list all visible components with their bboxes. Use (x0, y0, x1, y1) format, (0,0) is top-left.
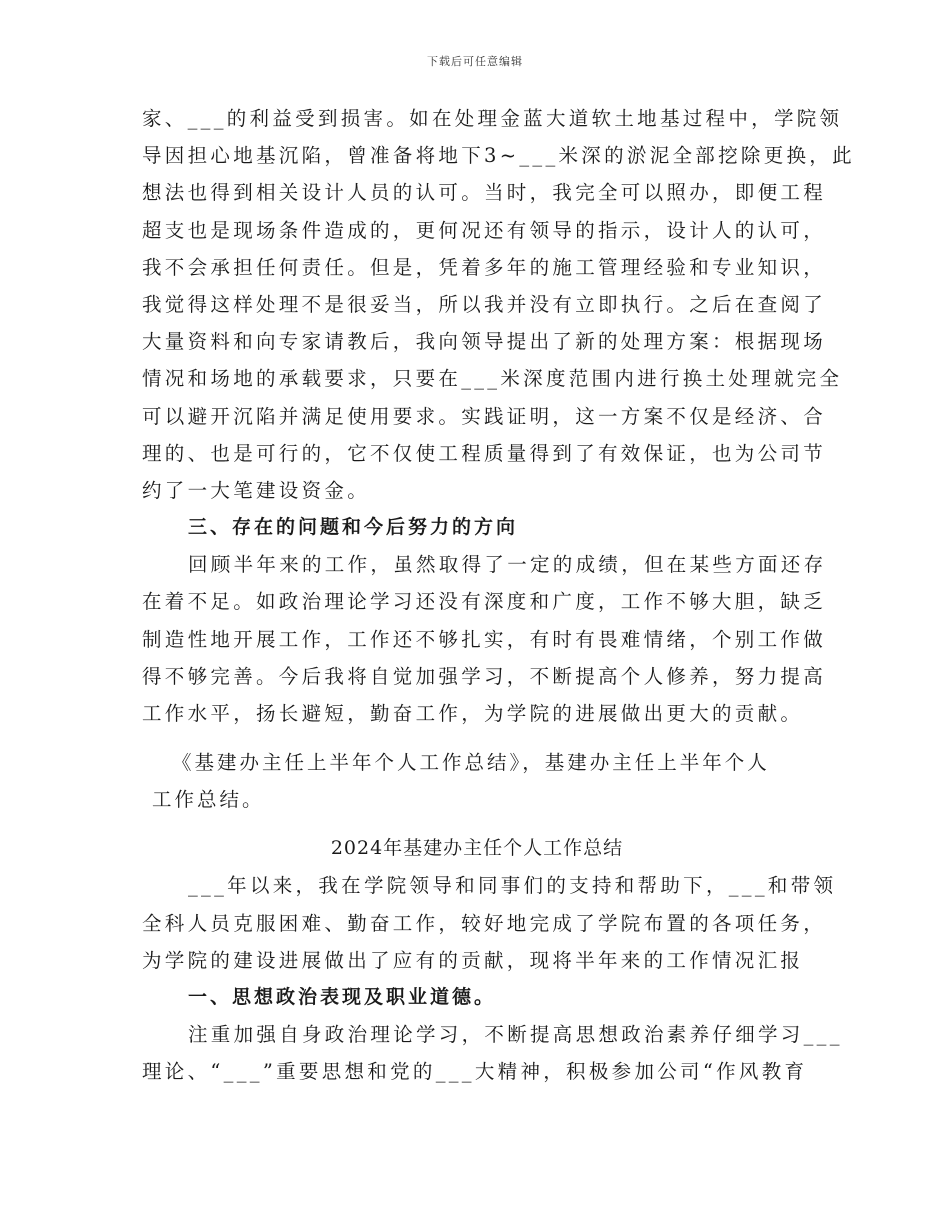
paragraph-line: 约了一大笔建设资金。 (142, 478, 371, 502)
paragraph-line: 理的、也是可行的，它不仅使工程质量得到了有效保证，也为公司节 (142, 441, 827, 465)
document-title: 2024年基建办主任个人工作总结 (330, 837, 624, 860)
paragraph-line: 得不够完善。今后我将自觉加强学习，不断提高个人修养，努力提高 (142, 664, 827, 688)
paragraph-line: 想法也得到相关设计人员的认可。当时，我完全可以照办，即便工程 (142, 181, 827, 205)
intro-paragraph (142, 867, 837, 979)
paragraph-line: ___年以来，我在学院领导和同事们的支持和帮助下，___和带领 (188, 874, 837, 898)
note-line: 《基建办主任上半年个人工作总结》，基建办主任上半年个人 (172, 751, 770, 775)
summary-note (142, 744, 812, 818)
document-page (142, 100, 855, 1091)
header-note: 下载后可任意编辑 (427, 55, 523, 68)
section-heading-problems: 三、存在的问题和今后努力的方向 (188, 516, 519, 539)
section-heading-ideology: 一、思想政治表现及职业道德。 (188, 985, 497, 1008)
paragraph-line: 大量资料和向专家请教后，我向领导提出了新的处理方案：根据现场 (142, 330, 827, 354)
section-a-paragraph (142, 100, 855, 509)
paragraph-line: 在着不足。如政治理论学习还没有深度和广度，工作不够大胆，缺乏 (142, 590, 827, 614)
paragraph-line: 全科人员克服困难、勤奋工作，较好地完成了学院布置的各项任务， (142, 911, 827, 935)
paragraph-line: 工作水平，扬长避短，勤奋工作，为学院的进展做出更大的贡献。 (142, 702, 804, 725)
note-line: 工作总结。 (152, 788, 265, 812)
paragraph-line: 情况和场地的承载要求，只要在___米深度范围内进行换土处理就完全 (142, 367, 843, 391)
ideology-paragraph (142, 1016, 843, 1090)
paragraph-line: 注重加强自身政治理论学习，不断提高思想政治素养仔细学习___ (188, 1023, 843, 1047)
paragraph-line: 回顾半年来的工作，虽然取得了一定的成绩，但在某些方面还存 (188, 553, 827, 577)
paragraph-line: 理论、“___”重要思想和党的___大精神，积极参加公司“作风教育 (142, 1060, 808, 1084)
paragraph-line: 导因担心地基沉陷，曾准备将地下3~___米深的淤泥全部挖除更换，此 (142, 144, 855, 168)
section-b-paragraph (142, 546, 827, 732)
paragraph-line: 我觉得这样处理不是很妥当，所以我并没有立即执行。之后在查阅了 (142, 292, 827, 316)
paragraph-line: 制造性地开展工作，工作还不够扎实，有时有畏难情绪，个别工作做 (142, 627, 827, 651)
paragraph-line: 家、___的利益受到损害。如在处理金蓝大道软土地基过程中，学院领 (142, 107, 843, 130)
paragraph-line: 我不会承担任何责任。但是，凭着多年的施工管理经验和专业知识， (142, 255, 827, 279)
paragraph-line: 为学院的建设进展做出了应有的贡献，现将半年来的工作情况汇报 (142, 948, 804, 972)
paragraph-line: 可以避开沉陷并满足使用要求。实践证明，这一方案不仅是经济、合 (142, 404, 827, 428)
paragraph-line: 超支也是现场条件造成的，更何况还有领导的指示，设计人的认可， (142, 218, 827, 242)
